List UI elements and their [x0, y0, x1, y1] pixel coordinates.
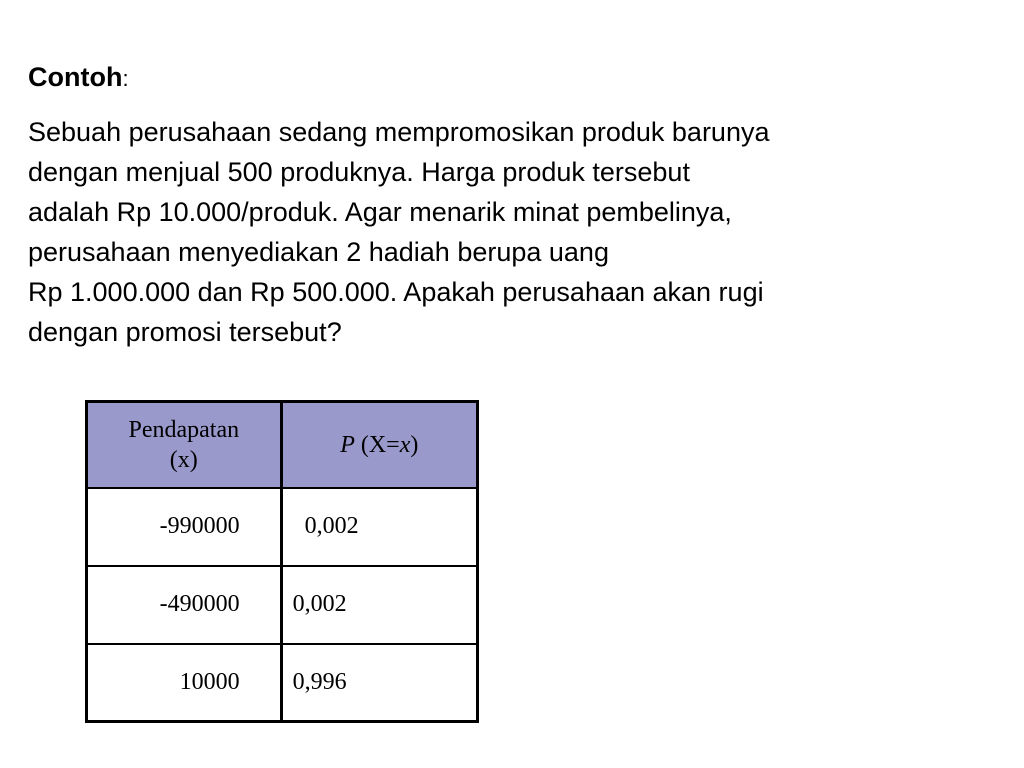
probability-table: [85, 400, 479, 723]
cell-probability: 0,002: [281, 488, 477, 566]
header-p-close: ): [410, 431, 419, 458]
table-row: [87, 488, 478, 566]
header-p-symbol: P: [340, 431, 355, 458]
header-income: [87, 402, 282, 488]
heading-colon: :: [122, 66, 129, 91]
header-income-line1: Pendapatan: [128, 416, 240, 443]
cell-probability: 0,002: [281, 566, 477, 644]
paragraph-line: dengan menjual 500 produknya. Harga produk tersebut: [28, 157, 690, 187]
header-p-x: x: [399, 431, 411, 458]
paragraph-line: Sebuah perusahaan sedang mempromosikan produk barunya: [28, 117, 770, 147]
paragraph-line: Rp 1.000.000 dan Rp 500.000. Apakah perusahaan akan rugi: [28, 277, 764, 307]
table-header-row: [87, 402, 478, 488]
paragraph-line: adalah Rp 10.000/produk. Agar menarik minat pembelinya,: [28, 197, 732, 227]
problem-paragraph: [28, 112, 998, 352]
cell-income: 10000: [87, 644, 282, 722]
header-probability: [281, 402, 477, 488]
slide-heading: [28, 60, 129, 96]
paragraph-line: dengan promosi tersebut?: [28, 317, 342, 347]
table-row: [87, 566, 478, 644]
header-p-open: (X=: [354, 431, 400, 458]
cell-income: -990000: [87, 488, 282, 566]
cell-income: -490000: [87, 566, 282, 644]
heading-label: Contoh: [28, 62, 123, 92]
paragraph-line: perusahaan menyediakan 2 hadiah berupa uang: [28, 237, 609, 267]
cell-probability: 0,996: [281, 644, 477, 722]
table-row: [87, 644, 478, 722]
header-income-line2: (x): [169, 446, 198, 473]
